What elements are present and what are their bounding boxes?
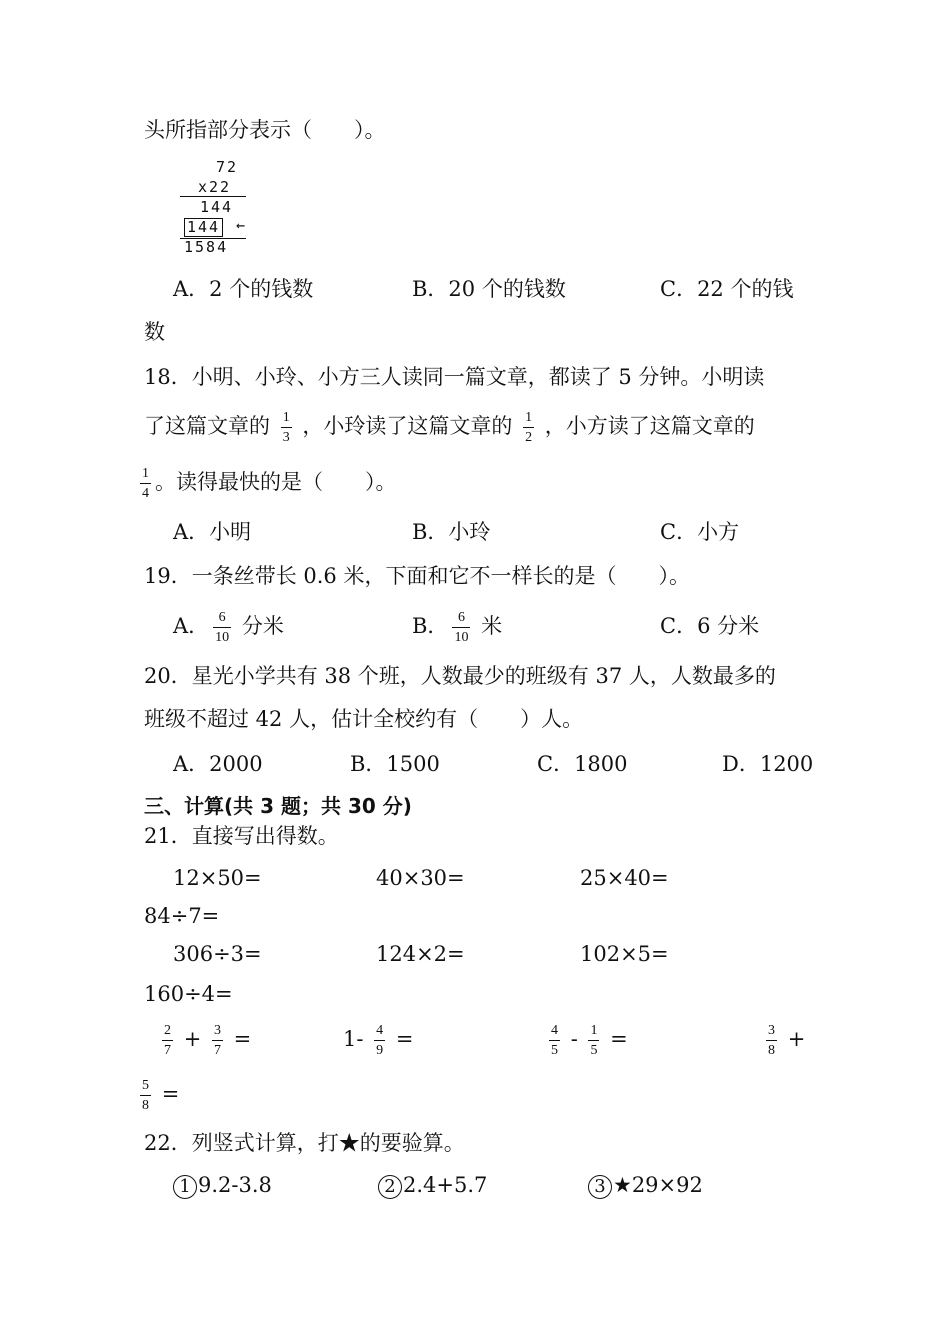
expr-102x5: 102×5=	[580, 942, 669, 966]
equals-sign: =	[610, 1027, 628, 1051]
expr-1-minus-4-9	[343, 1023, 413, 1058]
expr-2-7-plus-3-7	[158, 1023, 251, 1058]
fraction-three-sevenths: $\frac{3}{7}$	[213, 1023, 221, 1058]
fraction-six-tenths-b: $\frac{6}{10}$	[454, 610, 469, 645]
expr-5-8-equals	[140, 1078, 179, 1113]
q18-text-d: 。读得最快的是（ ）。	[155, 470, 397, 494]
q17-option-a: A．2 个的钱数	[173, 277, 314, 301]
circled-number-3: 3	[588, 1175, 612, 1199]
minus-sign: -	[570, 1027, 578, 1051]
expr-160div4: 160÷4=	[144, 982, 233, 1006]
vertical-multiplication-figure	[180, 158, 260, 258]
equals-sign: =	[233, 1027, 252, 1051]
equals-sign: =	[161, 1082, 180, 1106]
q20-option-b: B．1500	[350, 752, 440, 776]
q18-option-c: C．小方	[660, 520, 740, 544]
vertical-row-4-boxed: 144	[184, 218, 223, 237]
q17-option-c: C．22 个的钱	[660, 277, 794, 301]
arrow-icon: ←	[236, 216, 248, 234]
q22-problem-2-text: 2.4+5.7	[403, 1173, 488, 1197]
fraction-one-quarter: $\frac{1}{4}$	[142, 466, 149, 501]
fraction-one-half: $\frac{1}{2}$	[525, 410, 533, 445]
expr-84div7: 84÷7=	[144, 904, 220, 928]
q19-option-b-label: B．	[412, 614, 449, 638]
equals-sign: =	[395, 1027, 414, 1051]
plus-sign: +	[183, 1027, 202, 1051]
question-18-line-1: 18．小明、小玲、小方三人读同一篇文章，都读了 5 分钟。小明读	[144, 365, 765, 389]
vertical-row-5: 1584	[184, 238, 229, 256]
q18-option-b: B．小玲	[412, 520, 491, 544]
q18-text-b: ，小玲读了这篇文章的	[302, 414, 513, 438]
q20-option-c: C．1800	[537, 752, 628, 776]
plus-sign: +	[787, 1027, 806, 1051]
expr-3-8-plus	[762, 1023, 805, 1058]
q22-problem-3	[588, 1171, 703, 1199]
circled-number-1: 1	[173, 1175, 197, 1199]
vertical-row-1: 72	[216, 158, 239, 176]
fraction-four-ninths: $\frac{4}{9}$	[376, 1023, 384, 1058]
fraction-four-fifths: $\frac{4}{5}$	[551, 1023, 558, 1058]
circled-number-2: 2	[378, 1175, 402, 1199]
question-22-stem: 22．列竖式计算，打★的要验算。	[144, 1131, 465, 1155]
question-21-stem: 21．直接写出得数。	[144, 824, 339, 848]
q20-option-a: A．2000	[173, 752, 263, 776]
q20-option-d: D．1200	[722, 752, 814, 776]
question-18-line-2	[144, 410, 755, 445]
q22-problem-1-text: 9.2-3.8	[198, 1173, 272, 1197]
q17-option-c-wrap: 数	[144, 320, 165, 344]
q17-option-b: B．20 个的钱数	[412, 277, 566, 301]
q19-option-a-unit: 分米	[241, 614, 284, 638]
vertical-row-3: 144	[200, 198, 234, 216]
expr-4-5-minus-1-5	[545, 1023, 628, 1058]
one-minus: 1-	[343, 1027, 364, 1051]
vertical-line-1	[180, 196, 246, 197]
fraction-five-eighths: $\frac{5}{8}$	[142, 1078, 149, 1113]
q19-option-c: C．6 分米	[660, 614, 760, 638]
q18-text-c: ，小方读了这篇文章的	[544, 414, 755, 438]
question-17-stem-tail: 头所指部分表示（ ）。	[144, 118, 386, 142]
q22-problem-1	[173, 1171, 272, 1199]
q19-option-b-unit: 米	[481, 614, 503, 638]
expr-40x30: 40×30=	[376, 866, 465, 890]
expr-306div3: 306÷3=	[173, 942, 262, 966]
expr-25x40: 25×40=	[580, 866, 669, 890]
fraction-one-third: $\frac{1}{3}$	[282, 410, 290, 445]
question-20-line-1: 20．星光小学共有 38 个班，人数最少的班级有 37 人，人数最多的	[144, 664, 776, 688]
expr-12x50: 12×50=	[173, 866, 262, 890]
section-3-heading: 三、计算(共 3 题；共 30 分)	[144, 794, 412, 818]
q19-option-b	[412, 610, 502, 645]
fraction-two-sevenths: $\frac{2}{7}$	[164, 1023, 171, 1058]
q22-problem-2	[378, 1171, 487, 1199]
q18-option-a: A．小明	[173, 520, 252, 544]
q22-problem-3-text: ★29×92	[613, 1173, 703, 1197]
question-19-stem: 19．一条丝带长 0.6 米，下面和它不一样长的是（ ）。	[144, 564, 690, 588]
fraction-six-tenths-a: $\frac{6}{10}$	[215, 610, 230, 645]
expr-124x2: 124×2=	[376, 942, 465, 966]
vertical-row-2: x22	[198, 178, 232, 196]
q19-option-a-label: A．	[173, 614, 210, 638]
q18-text-a: 了这篇文章的	[144, 414, 270, 438]
q19-option-a	[173, 610, 284, 645]
question-20-line-2: 班级不超过 42 人，估计全校约有（ ）人。	[144, 707, 584, 731]
fraction-one-fifth: $\frac{1}{5}$	[590, 1023, 598, 1058]
question-18-line-3	[140, 466, 397, 501]
fraction-three-eighths: $\frac{3}{8}$	[768, 1023, 775, 1058]
